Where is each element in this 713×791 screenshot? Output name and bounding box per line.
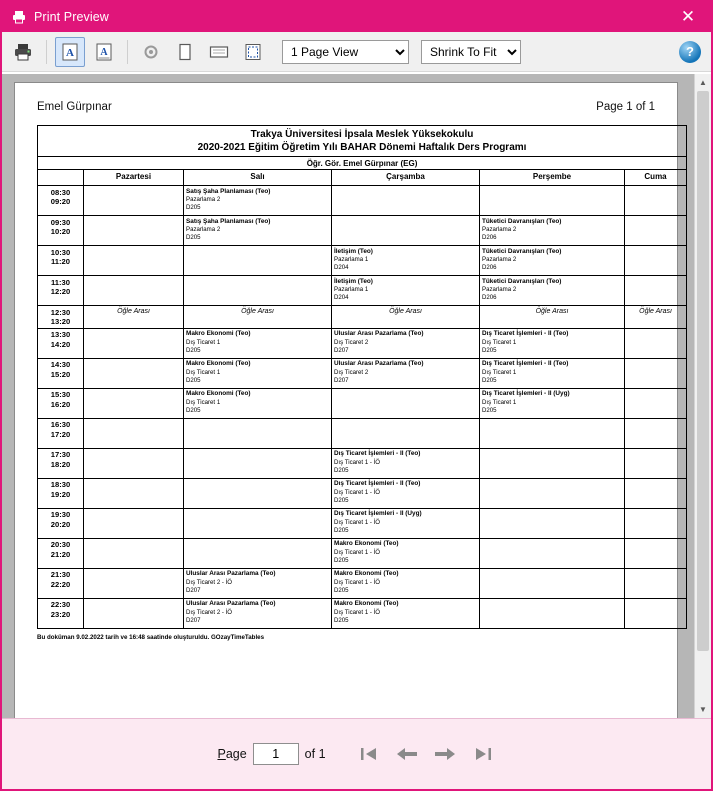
course-name: Dış Ticaret İşlemleri - II (Teo)	[482, 330, 569, 338]
course-room: D206	[482, 264, 497, 272]
course-cell	[332, 538, 480, 568]
first-page-icon[interactable]	[356, 742, 382, 766]
course-cell	[332, 598, 480, 628]
course-group: Dış Ticaret 2	[334, 338, 369, 346]
day-header-3: Çarşamba	[332, 170, 480, 186]
table-row	[38, 328, 687, 358]
empty-cell	[184, 448, 332, 478]
course-cell	[184, 328, 332, 358]
course-name: Makro Ekonomi (Teo)	[334, 570, 399, 578]
lunch-break-cell: Öğle Arası	[84, 306, 184, 329]
empty-cell	[84, 186, 184, 216]
empty-cell	[625, 448, 687, 478]
course-room: D204	[334, 264, 349, 272]
preview-page	[14, 82, 678, 718]
course-room: D206	[482, 234, 497, 242]
timetable-title-row	[38, 126, 687, 157]
lunch-break-cell: Öğle Arası	[184, 306, 332, 329]
empty-cell	[625, 388, 687, 418]
time-slot-label: 09:30 10:20	[38, 216, 84, 246]
course-name: Dış Ticaret İşlemleri - II (Uyg)	[482, 390, 570, 398]
empty-cell	[480, 448, 625, 478]
scroll-down-arrow[interactable]: ▼	[695, 701, 711, 718]
course-cell	[480, 358, 625, 388]
course-cell	[332, 276, 480, 306]
course-cell	[184, 568, 332, 598]
course-name: Uluslar Arası Pazarlama (Teo)	[186, 570, 276, 578]
document-header	[37, 101, 655, 113]
empty-cell	[84, 216, 184, 246]
time-slot-label: 17:30 18:20	[38, 448, 84, 478]
vertical-scrollbar[interactable]	[694, 74, 711, 718]
page-navigation	[356, 742, 496, 766]
empty-cell	[332, 418, 480, 448]
course-name: Dış Ticaret İşlemleri - II (Uyg)	[334, 510, 422, 518]
course-room: D205	[334, 527, 349, 535]
time-slot-label: 10:30 11:20	[38, 246, 84, 276]
course-room: D207	[334, 377, 349, 385]
day-header-1: Pazartesi	[84, 170, 184, 186]
course-cell	[184, 216, 332, 246]
page-scroll-container	[2, 74, 694, 718]
scroll-up-arrow[interactable]: ▲	[695, 74, 711, 91]
next-page-icon[interactable]	[432, 742, 458, 766]
course-room: D205	[482, 407, 497, 415]
course-room: D205	[186, 377, 201, 385]
course-group: Pazarlama 2	[482, 286, 517, 294]
header-right-text: Page 1 of 1	[596, 101, 655, 113]
empty-cell	[625, 538, 687, 568]
page-number-input[interactable]	[253, 743, 299, 765]
empty-cell	[332, 186, 480, 216]
empty-cell	[480, 538, 625, 568]
course-name: Makro Ekonomi (Teo)	[186, 360, 251, 368]
zoom-select[interactable]	[421, 40, 521, 64]
lunch-break-cell: Öğle Arası	[332, 306, 480, 329]
course-group: Dış Ticaret 1 - İÖ	[334, 578, 381, 586]
empty-cell	[84, 246, 184, 276]
empty-cell	[84, 418, 184, 448]
lunch-break-cell: Öğle Arası	[480, 306, 625, 329]
table-row	[38, 508, 687, 538]
course-cell	[480, 388, 625, 418]
toolbar	[2, 32, 711, 72]
time-slot-label: 11:30 12:20	[38, 276, 84, 306]
portrait-button[interactable]	[170, 37, 200, 67]
help-icon[interactable]: ?	[679, 41, 701, 63]
course-group: Dış Ticaret 1	[186, 338, 221, 346]
course-room: D205	[482, 377, 497, 385]
course-cell	[480, 328, 625, 358]
course-group: Dış Ticaret 1 - İÖ	[334, 458, 381, 466]
time-slot-label: 15:30 16:20	[38, 388, 84, 418]
course-group: Pazarlama 2	[482, 226, 517, 234]
course-name: Tüketici Davranışları (Teo)	[482, 247, 562, 255]
svg-text:A: A	[100, 46, 108, 58]
time-slot-label: 16:30 17:20	[38, 418, 84, 448]
course-name: Uluslar Arası Pazarlama (Teo)	[186, 600, 276, 608]
course-cell	[332, 246, 480, 276]
course-cell	[184, 358, 332, 388]
course-name: Uluslar Arası Pazarlama (Teo)	[334, 330, 424, 338]
empty-cell	[480, 598, 625, 628]
empty-cell	[625, 276, 687, 306]
empty-cell	[480, 568, 625, 598]
day-header-0	[38, 170, 84, 186]
empty-cell	[625, 418, 687, 448]
time-slot-label: 12:30 13:20	[38, 306, 84, 329]
course-group: Dış Ticaret 1	[186, 398, 221, 406]
empty-cell	[625, 186, 687, 216]
course-name: Tüketici Davranışları (Teo)	[482, 277, 562, 285]
course-name: Satış Şaha Planlaması (Teo)	[186, 187, 271, 195]
course-group: Pazarlama 2	[482, 256, 517, 264]
course-group: Dış Ticaret 1 - İÖ	[334, 608, 381, 616]
time-slot-label: 22:30 23:20	[38, 598, 84, 628]
header-left-text: Emel Gürpınar	[37, 101, 112, 113]
course-name: Tüketici Davranışları (Teo)	[482, 217, 562, 225]
empty-cell	[84, 538, 184, 568]
svg-text:A: A	[66, 46, 74, 59]
page-setup-button[interactable]	[55, 37, 85, 67]
course-group: Dış Ticaret 1	[482, 338, 517, 346]
course-room: D205	[186, 407, 201, 415]
course-group: Dış Ticaret 1	[482, 368, 517, 376]
empty-cell	[480, 418, 625, 448]
course-name: Dış Ticaret İşlemleri - II (Teo)	[334, 450, 421, 458]
empty-cell	[625, 246, 687, 276]
empty-cell	[184, 246, 332, 276]
course-name: Makro Ekonomi (Teo)	[334, 600, 399, 608]
course-group: Dış Ticaret 1 - İÖ	[334, 518, 381, 526]
course-name: Dış Ticaret İşlemleri - II (Teo)	[482, 360, 569, 368]
table-row	[38, 478, 687, 508]
course-name: Dış Ticaret İşlemleri - II (Teo)	[334, 480, 421, 488]
course-cell	[332, 478, 480, 508]
table-row	[38, 448, 687, 478]
table-row	[38, 598, 687, 628]
table-row	[38, 186, 687, 216]
table-row	[38, 388, 687, 418]
time-slot-label: 18:30 19:20	[38, 478, 84, 508]
course-room: D205	[186, 347, 201, 355]
course-name: Makro Ekonomi (Teo)	[334, 540, 399, 548]
course-cell	[332, 448, 480, 478]
course-room: D205	[334, 617, 349, 625]
status-bar	[2, 718, 711, 789]
empty-cell	[625, 508, 687, 538]
lunch-break-cell: Öğle Arası	[625, 306, 687, 329]
course-room: D205	[334, 497, 349, 505]
course-group: Dış Ticaret 2	[334, 368, 369, 376]
print-button[interactable]	[8, 37, 38, 67]
table-row	[38, 418, 687, 448]
table-row	[38, 568, 687, 598]
course-group: Dış Ticaret 2 - İÖ	[186, 578, 233, 586]
scrollbar-thumb[interactable]	[697, 91, 709, 651]
course-group: Dış Ticaret 1	[482, 398, 517, 406]
preview-area	[2, 74, 711, 718]
course-room: D206	[482, 294, 497, 302]
course-room: D207	[334, 347, 349, 355]
course-cell	[332, 328, 480, 358]
empty-cell	[84, 388, 184, 418]
printer-icon	[10, 8, 28, 26]
course-room: D205	[334, 587, 349, 595]
empty-cell	[84, 328, 184, 358]
empty-cell	[625, 358, 687, 388]
page-view-select[interactable]	[282, 40, 409, 64]
empty-cell	[84, 358, 184, 388]
margins-button[interactable]	[238, 37, 268, 67]
timetable	[37, 125, 687, 629]
table-row	[38, 358, 687, 388]
timetable-title: Trakya Üniversitesi İpsala Meslek Yüksekokulu 2020-2021 Eğitim Öğretim Yılı BAHAR Dönemi Haftalık Ders Programı	[38, 126, 687, 157]
empty-cell	[184, 276, 332, 306]
settings-icon[interactable]	[136, 37, 166, 67]
table-row	[38, 216, 687, 246]
course-name: İletişim (Teo)	[334, 247, 373, 255]
course-group: Pazarlama 1	[334, 256, 369, 264]
table-row	[38, 538, 687, 568]
course-room: D205	[334, 557, 349, 565]
day-header-5: Cuma	[625, 170, 687, 186]
course-room: D207	[186, 617, 201, 625]
course-group: Dış Ticaret 2 - İÖ	[186, 608, 233, 616]
course-cell	[184, 388, 332, 418]
empty-cell	[332, 216, 480, 246]
course-group: Pazarlama 1	[334, 286, 369, 294]
empty-cell	[480, 186, 625, 216]
empty-cell	[184, 478, 332, 508]
course-name: İletişim (Teo)	[334, 277, 373, 285]
table-row	[38, 246, 687, 276]
timetable-subtitle: Öğr. Gör. Emel Gürpınar (EG)	[38, 157, 687, 170]
course-group: Dış Ticaret 1	[186, 368, 221, 376]
empty-cell	[84, 568, 184, 598]
course-group: Dış Ticaret 1 - İÖ	[334, 488, 381, 496]
course-room: D204	[334, 294, 349, 302]
toolbar-separator-2	[127, 40, 128, 64]
course-group: Pazarlama 2	[186, 196, 221, 204]
toolbar-separator	[46, 40, 47, 64]
empty-cell	[625, 216, 687, 246]
course-name: Makro Ekonomi (Teo)	[186, 330, 251, 338]
table-row	[38, 306, 687, 329]
empty-cell	[625, 328, 687, 358]
time-slot-label: 21:30 22:20	[38, 568, 84, 598]
course-group: Dış Ticaret 1 - İÖ	[334, 548, 381, 556]
course-cell	[480, 246, 625, 276]
empty-cell	[480, 508, 625, 538]
course-room: D205	[334, 467, 349, 475]
course-name: Uluslar Arası Pazarlama (Teo)	[334, 360, 424, 368]
day-header-2: Salı	[184, 170, 332, 186]
empty-cell	[84, 598, 184, 628]
empty-cell	[184, 508, 332, 538]
course-cell	[480, 216, 625, 246]
course-cell	[184, 598, 332, 628]
course-room: D205	[186, 234, 201, 242]
last-page-icon[interactable]	[470, 742, 496, 766]
previous-page-icon[interactable]	[394, 742, 420, 766]
window-title: Print Preview	[34, 10, 109, 24]
document-footnote: Bu doküman 9.02.2022 tarih ve 16:48 saatinde oluşturuldu. GOzayTimeTables	[37, 633, 265, 641]
empty-cell	[625, 568, 687, 598]
empty-cell	[332, 388, 480, 418]
empty-cell	[625, 598, 687, 628]
course-group: Pazarlama 2	[186, 226, 221, 234]
course-room: D205	[482, 347, 497, 355]
empty-cell	[184, 418, 332, 448]
timetable-subtitle-row	[38, 157, 687, 170]
course-cell	[480, 276, 625, 306]
course-name: Satış Şaha Planlaması (Teo)	[186, 217, 271, 225]
course-room: D207	[186, 587, 201, 595]
empty-cell	[184, 538, 332, 568]
course-cell	[332, 508, 480, 538]
time-slot-label: 13:30 14:20	[38, 328, 84, 358]
course-cell	[332, 568, 480, 598]
course-room: D205	[186, 204, 201, 212]
landscape-button[interactable]	[204, 37, 234, 67]
close-button[interactable]: ✕	[680, 7, 696, 26]
course-cell	[332, 358, 480, 388]
course-name: Makro Ekonomi (Teo)	[186, 390, 251, 398]
empty-cell	[84, 276, 184, 306]
table-row	[38, 276, 687, 306]
title-bar	[2, 2, 711, 32]
time-slot-label: 19:30 20:20	[38, 508, 84, 538]
course-cell	[184, 186, 332, 216]
empty-cell	[84, 478, 184, 508]
empty-cell	[480, 478, 625, 508]
day-header-4: Perşembe	[480, 170, 625, 186]
time-slot-label: 14:30 15:20	[38, 358, 84, 388]
time-slot-label: 20:30 21:20	[38, 538, 84, 568]
header-footer-button[interactable]	[89, 37, 119, 67]
page-total-label: of 1	[304, 747, 326, 761]
empty-cell	[84, 448, 184, 478]
time-slot-label: 08:30 09:20	[38, 186, 84, 216]
empty-cell	[84, 508, 184, 538]
timetable-day-header	[38, 170, 687, 186]
page-label: Page	[217, 747, 247, 761]
empty-cell	[625, 478, 687, 508]
